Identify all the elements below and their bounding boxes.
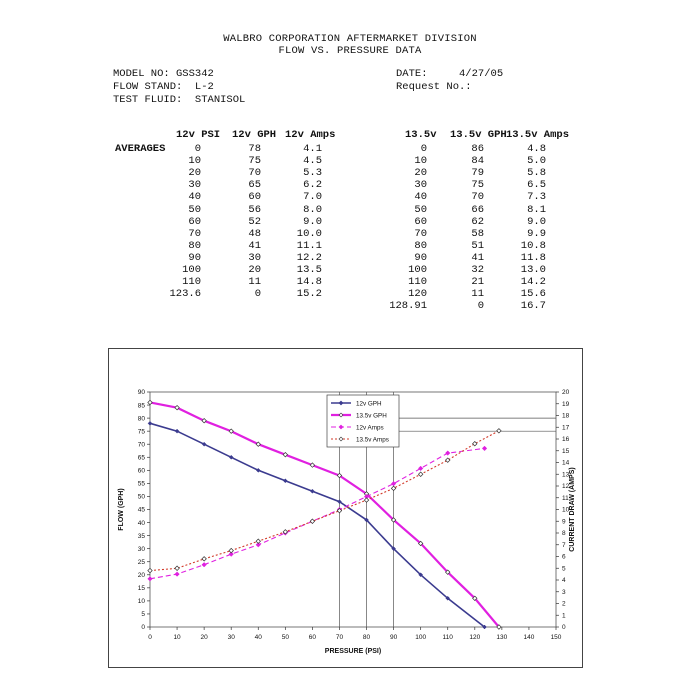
table-cell: 4.8 (527, 143, 546, 155)
table-cell: 4.5 (303, 155, 322, 168)
y-tick-label: 0 (141, 624, 145, 632)
table-cell: 84 (471, 155, 484, 168)
y2-tick-label: 14 (562, 459, 570, 467)
table-cell: 10.0 (296, 227, 322, 240)
table-cell: 75 (471, 179, 484, 192)
x-tick-label: 120 (469, 634, 481, 641)
model-number: MODEL NO: GSS342 (113, 68, 214, 80)
table-cell: 52 (248, 215, 261, 228)
y-tick-label: 80 (137, 415, 145, 423)
x-tick-label: 0 (148, 634, 152, 641)
y2-tick-label: 15 (562, 447, 570, 455)
y2-tick-label: 19 (562, 400, 570, 408)
table-cell: 70 (414, 227, 427, 240)
y2-tick-label: 20 (562, 389, 570, 397)
table-cell: 9.0 (527, 215, 546, 228)
table-cell: 90 (414, 251, 427, 264)
table-cell: 120 (408, 288, 427, 301)
column-header: 12v GPH (232, 129, 277, 141)
x-tick-label: 40 (254, 634, 262, 641)
table-cell: 8.0 (303, 203, 322, 216)
x-tick-label: 140 (523, 634, 535, 641)
y2-tick-label: 0 (562, 624, 566, 632)
table-cell: 128.91 (389, 300, 427, 313)
y2-tick-label: 13 (562, 471, 570, 479)
y-tick-label: 60 (137, 467, 145, 475)
y-tick-label: 70 (137, 441, 145, 449)
legend-label: 13.5v Amps (356, 436, 389, 444)
table-cell: 7.3 (527, 191, 546, 204)
y2-tick-label: 1 (562, 612, 566, 620)
table-cell: 9.0 (303, 215, 322, 228)
table-cell: 41 (471, 251, 484, 264)
table-cell: 40 (414, 191, 427, 204)
y2-tick-label: 10 (562, 506, 570, 514)
table-cell: 14.8 (296, 276, 322, 289)
table-cell: 12.2 (296, 251, 322, 264)
table-cell: 60 (248, 191, 261, 204)
x-axis-label: PRESSURE (PSI) (324, 648, 382, 655)
table-cell: 4.1 (303, 143, 322, 155)
table-cell: 0 (477, 300, 484, 313)
legend-label: 12v Amps (356, 424, 384, 432)
flow-stand: FLOW STAND: L-2 (113, 81, 214, 93)
table-cell: 30 (188, 179, 201, 192)
table-cell: 62 (471, 215, 484, 228)
table-cell: 60 (188, 215, 201, 228)
table-cell: 9.9 (527, 227, 546, 240)
table-cell: 11 (248, 276, 261, 289)
table-cell: 110 (182, 276, 201, 289)
x-tick-label: 130 (496, 634, 508, 641)
flow-pressure-chart (109, 349, 582, 667)
table-cell: 40 (188, 191, 201, 204)
table-cell: 13.5 (296, 264, 322, 276)
y-tick-label: 65 (137, 454, 145, 462)
table-cell: 0 (420, 143, 427, 155)
y-tick-label: 15 (137, 585, 145, 593)
y-axis-label: FLOW (GPH) (118, 488, 125, 531)
table-cell: 10 (188, 155, 201, 168)
table-cell: 14.2 (520, 276, 546, 289)
legend-label: 13.5v GPH (356, 412, 387, 420)
table-cell: 48 (248, 227, 261, 240)
table-cell: 75 (248, 155, 261, 168)
x-tick-label: 30 (227, 634, 235, 641)
y2-tick-label: 12 (562, 483, 570, 491)
column-header: 13.5v (405, 129, 437, 141)
y-tick-label: 25 (137, 558, 145, 566)
y2-tick-label: 3 (562, 588, 566, 596)
column-header: 12v Amps (285, 129, 336, 141)
test-date: DATE: 4/27/05 (396, 68, 504, 80)
table-cell: 30 (248, 251, 261, 264)
chart-frame (108, 348, 583, 668)
table-cell: 20 (188, 167, 201, 180)
test-fluid: TEST FLUID: STANISOL (113, 94, 246, 106)
table-cell: 100 (408, 264, 427, 276)
table-cell: 90 (188, 251, 201, 264)
x-tick-label: 20 (200, 634, 208, 641)
table-cell: 11.1 (296, 239, 322, 252)
table-cell: 86 (471, 143, 484, 155)
column-header: 12v PSI (176, 129, 221, 141)
table-cell: 6.5 (527, 179, 546, 192)
y2-tick-label: 17 (562, 424, 570, 432)
y-tick-label: 50 (137, 493, 145, 501)
table-cell: 11 (471, 288, 484, 301)
y2-tick-label: 7 (562, 541, 566, 549)
y2-tick-label: 9 (562, 518, 566, 526)
table-cell: 66 (471, 203, 484, 216)
y2-tick-label: 6 (562, 553, 566, 561)
table-cell: 0 (194, 143, 201, 155)
y-tick-label: 85 (137, 402, 145, 410)
report-title: WALBRO CORPORATION AFTERMARKET DIVISION (223, 33, 477, 45)
table-cell: 123.6 (169, 288, 201, 301)
table-cell: 30 (414, 179, 427, 192)
table-cell: 5.3 (303, 167, 322, 180)
table-cell: 6.2 (303, 179, 322, 192)
table-cell: 0 (254, 288, 261, 301)
table-cell: 58 (471, 227, 484, 240)
table-cell: 7.0 (303, 191, 322, 204)
table-cell: 5.8 (527, 167, 546, 180)
y-tick-label: 10 (137, 598, 145, 606)
y-tick-label: 45 (137, 506, 145, 514)
y-tick-label: 30 (137, 545, 145, 553)
x-tick-label: 60 (308, 634, 317, 641)
table-cell: 70 (248, 167, 261, 180)
y-tick-label: 75 (137, 428, 145, 436)
table-cell: 110 (408, 276, 427, 289)
column-header: 13.5v Amps (506, 129, 570, 141)
table-cell: 10.8 (520, 239, 546, 252)
table-cell: 78 (248, 143, 261, 155)
y-tick-label: 40 (137, 519, 145, 527)
table-cell: 80 (414, 239, 427, 252)
x-tick-label: 80 (362, 634, 371, 641)
x-tick-label: 70 (335, 634, 344, 641)
x-tick-label: 50 (281, 634, 289, 641)
y2-tick-label: 16 (562, 436, 570, 444)
table-cell: 70 (188, 227, 201, 240)
table-cell: 65 (248, 179, 261, 192)
legend-label: 12v GPH (356, 400, 382, 408)
table-cell: 50 (414, 203, 427, 216)
y2-tick-label: 8 (562, 530, 566, 538)
y2-axis-label: CURRENT DRAW (AMPS) (569, 467, 576, 552)
report-subtitle: FLOW VS. PRESSURE DATA (278, 45, 422, 57)
y2-tick-label: 18 (562, 412, 570, 420)
test-info-right (396, 68, 503, 94)
table-cell: 21 (471, 276, 484, 289)
column-header: 13.5v GPH (450, 129, 507, 141)
y-tick-label: 90 (137, 389, 145, 397)
table-cell: 15.2 (296, 288, 322, 301)
x-tick-label: 100 (415, 634, 427, 641)
table-cell: 15.6 (520, 288, 546, 301)
table-cell: 70 (471, 191, 484, 204)
table-cell: 20 (414, 167, 427, 180)
y2-tick-label: 2 (562, 600, 566, 608)
table-cell: 51 (471, 239, 484, 252)
y-tick-label: 55 (137, 480, 145, 488)
averages-label: AVERAGES (115, 143, 166, 155)
table-cell: 100 (182, 264, 201, 276)
y2-tick-label: 11 (562, 494, 569, 502)
x-tick-label: 150 (550, 634, 562, 641)
table-cell: 16.7 (520, 300, 546, 313)
y2-tick-label: 5 (562, 565, 566, 573)
table-cell: 80 (188, 239, 201, 252)
table-cell: 32 (471, 264, 484, 276)
x-tick-label: 90 (389, 634, 398, 641)
table-cell: 60 (414, 215, 427, 228)
request-number: Request No.: (396, 81, 472, 93)
test-info-left (113, 68, 245, 107)
y-tick-label: 20 (137, 571, 145, 579)
table-cell: 11.8 (520, 251, 546, 264)
y-tick-label: 35 (137, 532, 145, 540)
x-tick-label: 110 (442, 634, 453, 641)
table-cell: 5.0 (527, 155, 546, 168)
y-tick-label: 5 (141, 611, 145, 619)
x-tick-label: 10 (173, 634, 181, 641)
table-cell: 8.1 (527, 203, 546, 216)
table-cell: 13.0 (520, 264, 546, 276)
table-cell: 50 (188, 203, 201, 216)
table-cell: 20 (248, 264, 261, 276)
y2-tick-label: 4 (562, 577, 566, 585)
table-cell: 79 (471, 167, 484, 180)
table-cell: 56 (248, 203, 261, 216)
table-cell: 10 (414, 155, 427, 168)
table-cell: 41 (248, 239, 261, 252)
